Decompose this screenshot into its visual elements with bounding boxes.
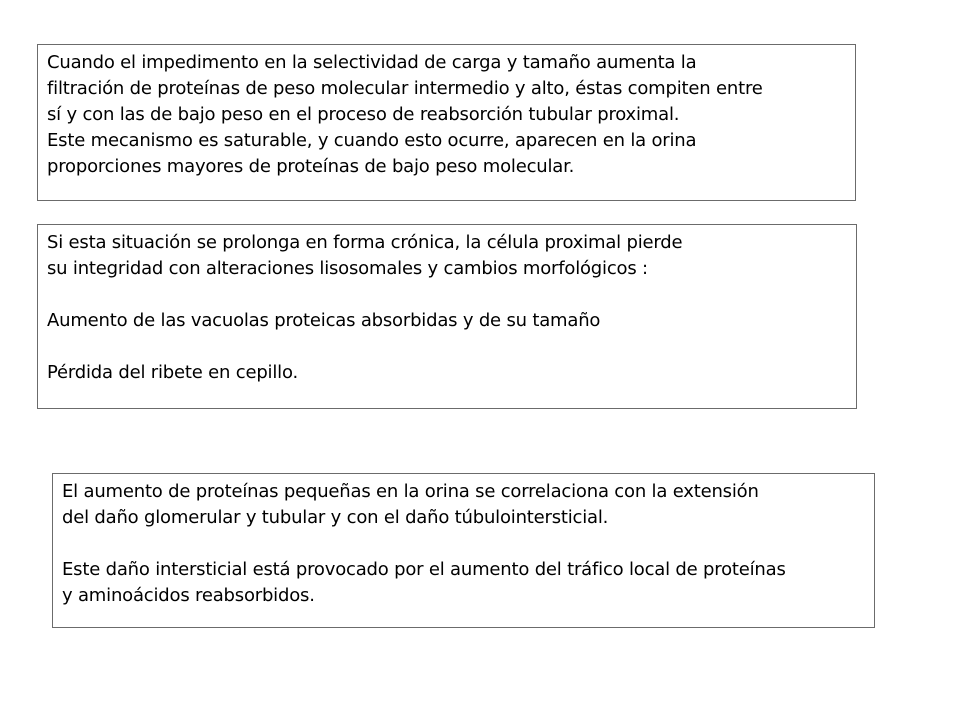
text-line: Pérdida del ribete en cepillo. [47,362,298,383]
text-line: Cuando el impedimento en la selectividad de carga y tamaño aumenta la [47,52,697,73]
text-box-reabsorption [37,44,856,201]
text-line: y aminoácidos reabsorbidos. [62,585,315,606]
text-line: El aumento de proteínas pequeñas en la orina se correlaciona con la extensión [62,481,759,502]
text-line: del daño glomerular y tubular y con el daño túbulointersticial. [62,507,609,528]
text-line: filtración de proteínas de peso molecular intermedio y alto, éstas compiten entre [47,78,763,99]
text-box-chronic-changes [37,224,857,409]
text-line: sí y con las de bajo peso en el proceso de reabsorción tubular proximal. [47,104,680,125]
text-line: su integridad con alteraciones lisosomales y cambios morfológicos : [47,258,648,279]
text-line: Aumento de las vacuolas proteicas absorbidas y de su tamaño [47,310,601,331]
blank-line [47,282,847,308]
blank-line [62,531,865,557]
text-line: Si esta situación se prolonga en forma crónica, la célula proximal pierde [47,232,683,253]
text-line: Este mecanismo es saturable, y cuando esto ocurre, aparecen en la orina [47,130,697,151]
text-line: proporciones mayores de proteínas de bajo peso molecular. [47,156,575,177]
text-box-interstitial-damage [52,473,875,628]
text-line: Este daño intersticial está provocado por el aumento del tráfico local de proteínas [62,559,786,580]
blank-line [47,334,847,360]
